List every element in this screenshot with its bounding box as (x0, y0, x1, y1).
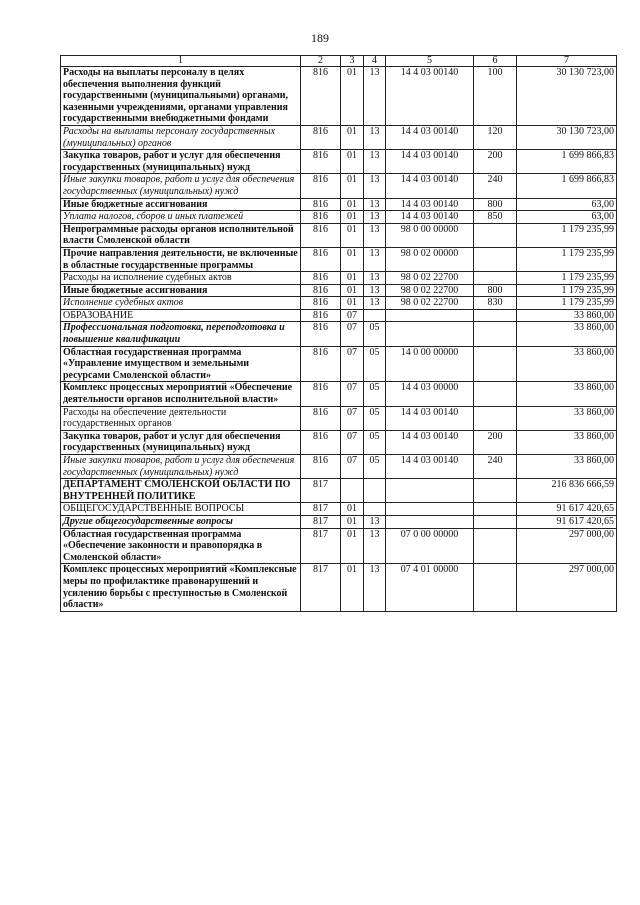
admin-code-cell: 816 (301, 382, 341, 406)
table-row (61, 455, 617, 479)
row-name-cell: Иные бюджетные ассигнования (61, 198, 301, 211)
row-name-cell: Комплекс процессных мероприятий «Комплексные меры по профилактике правонарушений и усилению борьбы с преступностью в Смоленской области» (61, 564, 301, 611)
expense-type-cell: 800 (474, 198, 517, 211)
col-header-7: 7 (517, 56, 617, 67)
subsection-code-cell: 13 (364, 67, 386, 126)
col-header-5: 5 (386, 56, 474, 67)
section-code-cell: 07 (341, 455, 364, 479)
expense-type-cell: 240 (474, 174, 517, 198)
col-header-4: 4 (364, 56, 386, 67)
col-header-3: 3 (341, 56, 364, 67)
target-article-cell: 98 0 00 00000 (386, 223, 474, 247)
table-row (61, 564, 617, 611)
col-header-6: 6 (474, 56, 517, 67)
expense-type-cell (474, 515, 517, 528)
row-name-cell: Комплекс процессных мероприятий «Обеспечение деятельности органов исполнительной власти» (61, 382, 301, 406)
amount-cell: 30 130 723,00 (517, 67, 617, 126)
expense-type-cell (474, 528, 517, 564)
row-name-cell: Непрограммные расходы органов исполнительной власти Смоленской области (61, 223, 301, 247)
expense-type-cell (474, 247, 517, 271)
expense-type-cell: 830 (474, 297, 517, 310)
admin-code-cell: 817 (301, 564, 341, 611)
table-row (61, 503, 617, 516)
subsection-code-cell: 13 (364, 284, 386, 297)
amount-cell: 33 860,00 (517, 406, 617, 430)
admin-code-cell: 816 (301, 67, 341, 126)
admin-code-cell: 817 (301, 503, 341, 516)
table-row (61, 406, 617, 430)
admin-code-cell: 816 (301, 346, 341, 382)
target-article-cell (386, 309, 474, 322)
expense-type-cell (474, 382, 517, 406)
table-row (61, 528, 617, 564)
row-name-cell: Расходы на обеспечение деятельности государственных органов (61, 406, 301, 430)
section-code-cell: 07 (341, 309, 364, 322)
expense-type-cell: 100 (474, 67, 517, 126)
subsection-code-cell: 13 (364, 247, 386, 271)
expense-type-cell: 120 (474, 125, 517, 149)
table-row (61, 272, 617, 285)
table-row (61, 346, 617, 382)
section-code-cell: 01 (341, 528, 364, 564)
target-article-cell: 14 4 03 00140 (386, 430, 474, 454)
admin-code-cell: 816 (301, 174, 341, 198)
target-article-cell: 14 4 03 00140 (386, 406, 474, 430)
admin-code-cell: 816 (301, 125, 341, 149)
expense-type-cell (474, 503, 517, 516)
table-row (61, 430, 617, 454)
target-article-cell (386, 322, 474, 346)
amount-cell: 1 179 235,99 (517, 247, 617, 271)
section-code-cell: 01 (341, 223, 364, 247)
table-row (61, 515, 617, 528)
subsection-code-cell: 13 (364, 297, 386, 310)
section-code-cell: 01 (341, 297, 364, 310)
subsection-code-cell: 05 (364, 382, 386, 406)
amount-cell: 33 860,00 (517, 322, 617, 346)
subsection-code-cell: 13 (364, 211, 386, 224)
admin-code-cell: 816 (301, 223, 341, 247)
section-code-cell: 01 (341, 174, 364, 198)
row-name-cell: Расходы на исполнение судебных актов (61, 272, 301, 285)
row-name-cell: ОБРАЗОВАНИЕ (61, 309, 301, 322)
subsection-code-cell: 05 (364, 406, 386, 430)
table-row (61, 223, 617, 247)
subsection-code-cell: 13 (364, 150, 386, 174)
target-article-cell: 14 0 00 00000 (386, 346, 474, 382)
table-row (61, 382, 617, 406)
target-article-cell: 98 0 02 22700 (386, 297, 474, 310)
admin-code-cell: 816 (301, 406, 341, 430)
target-article-cell (386, 479, 474, 503)
row-name-cell: Областная государственная программа «Обеспечение законности и правопорядка в Смоленской области» (61, 528, 301, 564)
amount-cell: 91 617 420,65 (517, 515, 617, 528)
amount-cell: 1 179 235,99 (517, 223, 617, 247)
admin-code-cell: 816 (301, 272, 341, 285)
section-code-cell: 01 (341, 503, 364, 516)
table-row (61, 247, 617, 271)
row-name-cell: Расходы на выплаты персоналу государственных (муниципальных) органов (61, 125, 301, 149)
table-row (61, 479, 617, 503)
amount-cell: 33 860,00 (517, 382, 617, 406)
table-row (61, 211, 617, 224)
amount-cell: 216 836 666,59 (517, 479, 617, 503)
subsection-code-cell (364, 309, 386, 322)
expense-type-cell: 200 (474, 430, 517, 454)
row-name-cell: Прочие направления деятельности, не включенные в областные государственные программы (61, 247, 301, 271)
target-article-cell (386, 515, 474, 528)
amount-cell: 63,00 (517, 198, 617, 211)
admin-code-cell: 817 (301, 479, 341, 503)
section-code-cell: 01 (341, 67, 364, 126)
expense-type-cell (474, 479, 517, 503)
budget-table (60, 55, 617, 612)
amount-cell: 297 000,00 (517, 564, 617, 611)
header-row (61, 56, 617, 67)
target-article-cell: 14 4 03 00000 (386, 382, 474, 406)
table-row (61, 125, 617, 149)
admin-code-cell: 816 (301, 247, 341, 271)
admin-code-cell: 817 (301, 515, 341, 528)
amount-cell: 1 699 866,83 (517, 150, 617, 174)
row-name-cell: ДЕПАРТАМЕНТ СМОЛЕНСКОЙ ОБЛАСТИ ПО ВНУТРЕННЕЙ ПОЛИТИКЕ (61, 479, 301, 503)
subsection-code-cell: 13 (364, 564, 386, 611)
row-name-cell: Уплата налогов, сборов и иных платежей (61, 211, 301, 224)
target-article-cell: 14 4 03 00140 (386, 198, 474, 211)
section-code-cell: 07 (341, 406, 364, 430)
admin-code-cell: 816 (301, 150, 341, 174)
subsection-code-cell (364, 479, 386, 503)
page-number: 189 (311, 31, 329, 45)
subsection-code-cell: 13 (364, 174, 386, 198)
subsection-code-cell: 13 (364, 223, 386, 247)
target-article-cell: 98 0 02 22700 (386, 284, 474, 297)
section-code-cell: 01 (341, 125, 364, 149)
target-article-cell: 14 4 03 00140 (386, 211, 474, 224)
subsection-code-cell: 13 (364, 125, 386, 149)
section-code-cell: 01 (341, 272, 364, 285)
expense-type-cell (474, 322, 517, 346)
row-name-cell: Расходы на выплаты персоналу в целях обеспечения выполнения функций государственными (муниципальными) органами, казенными учреждениями, органами управления государственными внебюджетными фондами (61, 67, 301, 126)
section-code-cell: 01 (341, 211, 364, 224)
admin-code-cell: 816 (301, 297, 341, 310)
section-code-cell: 07 (341, 430, 364, 454)
subsection-code-cell: 05 (364, 430, 386, 454)
target-article-cell: 14 4 03 00140 (386, 67, 474, 126)
expense-type-cell: 240 (474, 455, 517, 479)
amount-cell: 30 130 723,00 (517, 125, 617, 149)
amount-cell: 33 860,00 (517, 455, 617, 479)
target-article-cell: 14 4 03 00140 (386, 174, 474, 198)
amount-cell: 91 617 420,65 (517, 503, 617, 516)
subsection-code-cell: 13 (364, 515, 386, 528)
amount-cell: 63,00 (517, 211, 617, 224)
target-article-cell: 98 0 02 00000 (386, 247, 474, 271)
row-name-cell: Другие общегосударственные вопросы (61, 515, 301, 528)
section-code-cell: 01 (341, 150, 364, 174)
amount-cell: 1 179 235,99 (517, 284, 617, 297)
amount-cell: 33 860,00 (517, 346, 617, 382)
row-name-cell: Иные закупки товаров, работ и услуг для обеспечения государственных (муниципальных) нужд (61, 455, 301, 479)
section-code-cell: 07 (341, 322, 364, 346)
section-code-cell: 01 (341, 515, 364, 528)
amount-cell: 33 860,00 (517, 430, 617, 454)
admin-code-cell: 816 (301, 322, 341, 346)
expense-type-cell (474, 406, 517, 430)
row-name-cell: Закупка товаров, работ и услуг для обеспечения государственных (муниципальных) нужд (61, 430, 301, 454)
table-row (61, 284, 617, 297)
table-row (61, 174, 617, 198)
expense-type-cell: 850 (474, 211, 517, 224)
table-row (61, 150, 617, 174)
subsection-code-cell: 13 (364, 272, 386, 285)
expense-type-cell (474, 564, 517, 611)
amount-cell: 1 699 866,83 (517, 174, 617, 198)
admin-code-cell: 816 (301, 198, 341, 211)
table-row (61, 297, 617, 310)
section-code-cell: 01 (341, 564, 364, 611)
table-row (61, 198, 617, 211)
expense-type-cell (474, 272, 517, 285)
admin-code-cell: 817 (301, 528, 341, 564)
section-code-cell: 01 (341, 247, 364, 271)
section-code-cell: 01 (341, 284, 364, 297)
section-code-cell: 07 (341, 346, 364, 382)
expense-type-cell: 800 (474, 284, 517, 297)
expense-type-cell: 200 (474, 150, 517, 174)
row-name-cell: Профессиональная подготовка, переподготовка и повышение квалификации (61, 322, 301, 346)
amount-cell: 1 179 235,99 (517, 297, 617, 310)
target-article-cell (386, 503, 474, 516)
expense-type-cell (474, 309, 517, 322)
row-name-cell: Исполнение судебных актов (61, 297, 301, 310)
target-article-cell: 14 4 03 00140 (386, 150, 474, 174)
subsection-code-cell: 13 (364, 198, 386, 211)
target-article-cell: 07 0 00 00000 (386, 528, 474, 564)
subsection-code-cell: 13 (364, 528, 386, 564)
admin-code-cell: 816 (301, 211, 341, 224)
amount-cell: 33 860,00 (517, 309, 617, 322)
table-row (61, 309, 617, 322)
col-header-1: 1 (61, 56, 301, 67)
section-code-cell: 01 (341, 198, 364, 211)
col-header-2: 2 (301, 56, 341, 67)
row-name-cell: Областная государственная программа «Управление имуществом и земельными ресурсами Смоленской области» (61, 346, 301, 382)
subsection-code-cell: 05 (364, 455, 386, 479)
target-article-cell: 07 4 01 00000 (386, 564, 474, 611)
row-name-cell: Закупка товаров, работ и услуг для обеспечения государственных (муниципальных) нужд (61, 150, 301, 174)
section-code-cell: 07 (341, 382, 364, 406)
admin-code-cell: 816 (301, 430, 341, 454)
table-row (61, 322, 617, 346)
row-name-cell: Иные бюджетные ассигнования (61, 284, 301, 297)
expense-type-cell (474, 346, 517, 382)
subsection-code-cell: 05 (364, 322, 386, 346)
amount-cell: 1 179 235,99 (517, 272, 617, 285)
subsection-code-cell: 05 (364, 346, 386, 382)
target-article-cell: 14 4 03 00140 (386, 455, 474, 479)
row-name-cell: ОБЩЕГОСУДАРСТВЕННЫЕ ВОПРОСЫ (61, 503, 301, 516)
admin-code-cell: 816 (301, 284, 341, 297)
row-name-cell: Иные закупки товаров, работ и услуг для обеспечения государственных (муниципальных) нужд (61, 174, 301, 198)
expense-type-cell (474, 223, 517, 247)
amount-cell: 297 000,00 (517, 528, 617, 564)
subsection-code-cell (364, 503, 386, 516)
admin-code-cell: 816 (301, 455, 341, 479)
target-article-cell: 98 0 02 22700 (386, 272, 474, 285)
target-article-cell: 14 4 03 00140 (386, 125, 474, 149)
admin-code-cell: 816 (301, 309, 341, 322)
table-row (61, 67, 617, 126)
section-code-cell (341, 479, 364, 503)
